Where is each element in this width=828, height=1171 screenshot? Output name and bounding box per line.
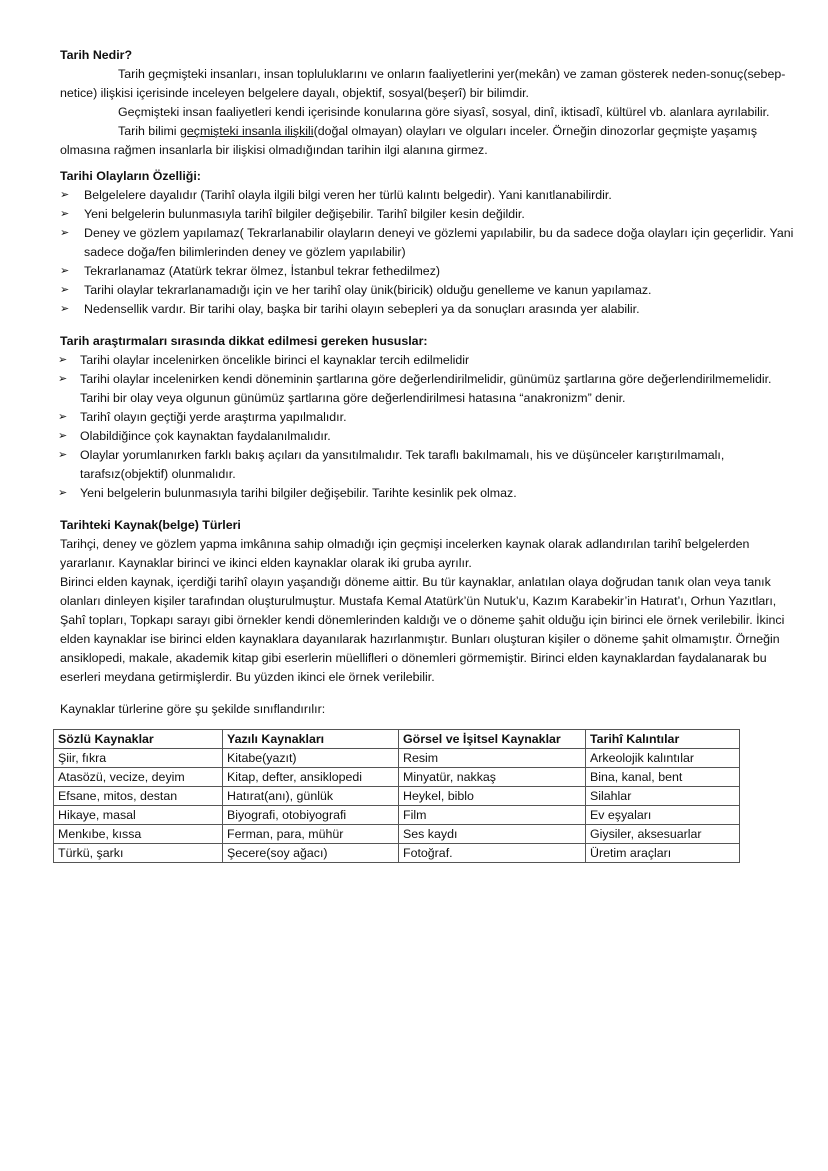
table-cell: Ferman, para, mühür [223, 825, 399, 844]
paragraph-definition: Tarih geçmişteki insanları, insan topluluklarını ve onların faaliyetlerini yer(mekân) ve zaman gösterek neden-sonuç(sebep-netice) ilişkisi içerisinde inceleyen belgelere dayalı, objektif, sosyal(beşerî) bir bilimdir. [60, 67, 786, 100]
table-row [54, 787, 740, 806]
table-row [54, 825, 740, 844]
table-cell: Türkü, şarkı [54, 844, 223, 863]
list-item-text: Tarihi olaylar incelenirken kendi döneminin şartlarına göre değerlendirilmelidir, günümüz şartlarına göre değerlendirilmemelidir. Tarihi bir olay veya olgunun günümüz şartlarına göre değerlendirilmesi hatasına “anakronizm” denir. [80, 372, 772, 405]
arrow-bullet-icon: ➢ [58, 354, 68, 366]
list-item-text: Deney ve gözlem yapılamaz( Tekrarlanabilir olayların deneyi ve gözlemi yapılabilir, bu da sadece doğa olayları için geçerlidir. Yani sadece doğa/fen bilimlerinden deney ve gözlem yapılabilir) [84, 226, 794, 259]
hususlar-list [60, 351, 798, 503]
scope-text-after: (doğal olmayan) olayları ve olguları inceler. Örneğin dinozorlar geçmişte yaşamış olmasına rağmen insanlarla bir ilişkisi olmadığından tarihin ilgi alanına girmez. [60, 124, 758, 157]
scope-text-before: Tarih bilimi [118, 124, 180, 138]
underlined-phrase: geçmişteki insanla ilişkili [179, 124, 314, 138]
list-item-text: Tekrarlanamaz (Atatürk tekrar ölmez, İstanbul tekrar fethedilmez) [84, 264, 441, 278]
table-cell: Efsane, mitos, destan [54, 787, 223, 806]
list-item [60, 408, 798, 427]
table-cell: Atasözü, vecize, deyim [54, 768, 223, 787]
arrow-bullet-icon: ➢ [60, 227, 70, 239]
list-item [60, 224, 798, 262]
table-intro: Kaynaklar türlerine göre şu şekilde sınıflandırılır: [60, 702, 326, 716]
table-cell: Film [399, 806, 586, 825]
table-cell: Arkeolojik kalıntılar [586, 749, 740, 768]
list-item-text: Tarihi olaylar incelenirken öncelikle birinci el kaynaklar tercih edilmelidir [80, 353, 470, 367]
list-item-text: Olaylar yorumlanırken farklı bakış açıları da yansıtılmalıdır. Tek taraflı bakılmamalı, his ve düşünceler karıştırılmamalı, tarafsız(objektif) olunmalıdır. [80, 448, 725, 481]
table-cell: Bina, kanal, bent [586, 768, 740, 787]
table-row [54, 768, 740, 787]
list-item-text: Olabildiğince çok kaynaktan faydalanılmalıdır. [80, 429, 331, 443]
list-item-text: Nedensellik vardır. Bir tarihi olay, başka bir tarihi olayın sebepleri ya da sonuçları arasında yer alabilir. [84, 302, 640, 316]
column-header: Tarihî Kalıntılar [586, 730, 740, 749]
column-header: Görsel ve İşitsel Kaynaklar [399, 730, 586, 749]
list-item-text: Yeni belgelerin bulunmasıyla tarihi bilgiler değişebilir. Tarihte kesinlik pek olmaz. [80, 486, 517, 500]
list-item [60, 351, 798, 370]
section-title-kaynak-turleri: Tarihteki Kaynak(belge) Türleri [60, 518, 241, 532]
arrow-bullet-icon: ➢ [60, 208, 70, 220]
table-cell: Minyatür, nakkaş [399, 768, 586, 787]
arrow-bullet-icon: ➢ [60, 265, 70, 277]
table-row [54, 844, 740, 863]
list-item [60, 484, 798, 503]
source-types-table [53, 729, 740, 863]
table-cell: Silahlar [586, 787, 740, 806]
paragraph-activities: Geçmişteki insan faaliyetleri kendi içerisinde konularına göre siyasî, sosyal, dinî, iktisadî, kültürel vb. alanlara ayrılabilir. [118, 105, 770, 119]
list-item [60, 186, 798, 205]
list-item-text: Belgelelere dayalıdır (Tarihî olayla ilgili bilgi veren her türlü kalıntı belgedir). Yani kanıtlanabilirdir. [84, 188, 612, 202]
table-cell: Hikaye, masal [54, 806, 223, 825]
table-cell: Ev eşyaları [586, 806, 740, 825]
section-title-hususlar: Tarih araştırmaları sırasında dikkat edilmesi gereken hususlar: [60, 334, 428, 348]
list-item [60, 262, 798, 281]
table-cell: Fotoğraf. [399, 844, 586, 863]
arrow-bullet-icon: ➢ [60, 284, 70, 296]
ozellik-list [60, 186, 798, 319]
arrow-bullet-icon: ➢ [60, 303, 70, 315]
table-cell: Ses kaydı [399, 825, 586, 844]
arrow-bullet-icon: ➢ [58, 411, 68, 423]
table-cell: Biyografi, otobiyografi [223, 806, 399, 825]
table-row [54, 806, 740, 825]
table-cell: Şiir, fıkra [54, 749, 223, 768]
paragraph-kaynak-intro: Tarihçi, deney ve gözlem yapma imkânına sahip olmadığı için geçmişi incelerken kaynak olarak adlandırılan tarihî belgelerden yararlanır. Kaynaklar birinci ve ikinci elden kaynaklar olarak iki gruba ayrılır. [60, 537, 750, 570]
arrow-bullet-icon: ➢ [58, 430, 68, 442]
column-header: Yazılı Kaynakları [223, 730, 399, 749]
list-item-text: Tarihî olayın geçtiği yerde araştırma yapılmalıdır. [80, 410, 347, 424]
paragraph-birinci-ikinci-el: Birinci elden kaynak, içerdiği tarihî olayın yaşandığı döneme aittir. Bu tür kaynaklar, anlatılan olaya doğrudan tanık olan veya tanık olanları dinleyen kişiler tarafından oluşturulmuştur. Mustafa Kemal Atatürk’ün Nutuk’u, Kazım Karabekir’in Hatırat’ı, Orhun Yazıtları, Şahî topları, Topkapı sarayı gibi örnekler kendi dönemlerinden kaldığı ve o döneme şahit olduğu için birinci ele örnek verilebilir. İkinci elden kaynaklar ise birinci elden kaynaklara dayanılarak hazırlanmıştır. Bunları oluşturan kişiler o döneme şahit olmamıştır. Örneğin ansiklopedi, makale, akademik kitap gibi eserlerin müellifleri o dönemleri görmemiştir. Birinci elden kaynaklardan faydalanarak bu eserleri meydana getirmişlerdir. Bu yüzden ikinci ele örnek verilebilir. [60, 575, 785, 684]
table-cell: Hatırat(anı), günlük [223, 787, 399, 806]
table-cell: Resim [399, 749, 586, 768]
arrow-bullet-icon: ➢ [58, 449, 68, 461]
list-item [60, 281, 798, 300]
table-cell: Giysiler, aksesuarlar [586, 825, 740, 844]
list-item [60, 427, 798, 446]
table-cell: Menkıbe, kıssa [54, 825, 223, 844]
list-item [60, 446, 798, 484]
arrow-bullet-icon: ➢ [58, 373, 68, 385]
table-cell: Heykel, biblo [399, 787, 586, 806]
table-cell: Kitabe(yazıt) [223, 749, 399, 768]
paragraph-scope [60, 122, 798, 160]
arrow-bullet-icon: ➢ [58, 487, 68, 499]
list-item [60, 300, 798, 319]
table-row [54, 749, 740, 768]
arrow-bullet-icon: ➢ [60, 189, 70, 201]
table-cell: Üretim araçları [586, 844, 740, 863]
list-item-text: Tarihi olaylar tekrarlanamadığı için ve her tarihî olay ünik(biricik) olduğu genelleme ve kanun yapılamaz. [84, 283, 652, 297]
column-header: Sözlü Kaynaklar [54, 730, 223, 749]
section-title-tarih-nedir: Tarih Nedir? [60, 48, 133, 62]
list-item [60, 370, 798, 408]
section-title-ozellik: Tarihi Olayların Özelliği: [60, 169, 201, 183]
table-cell: Kitap, defter, ansiklopedi [223, 768, 399, 787]
list-item [60, 205, 798, 224]
table-header-row [54, 730, 740, 749]
list-item-text: Yeni belgelerin bulunmasıyla tarihî bilgiler değişebilir. Tarihî bilgiler kesin değildir. [84, 207, 525, 221]
table-cell: Şecere(soy ağacı) [223, 844, 399, 863]
